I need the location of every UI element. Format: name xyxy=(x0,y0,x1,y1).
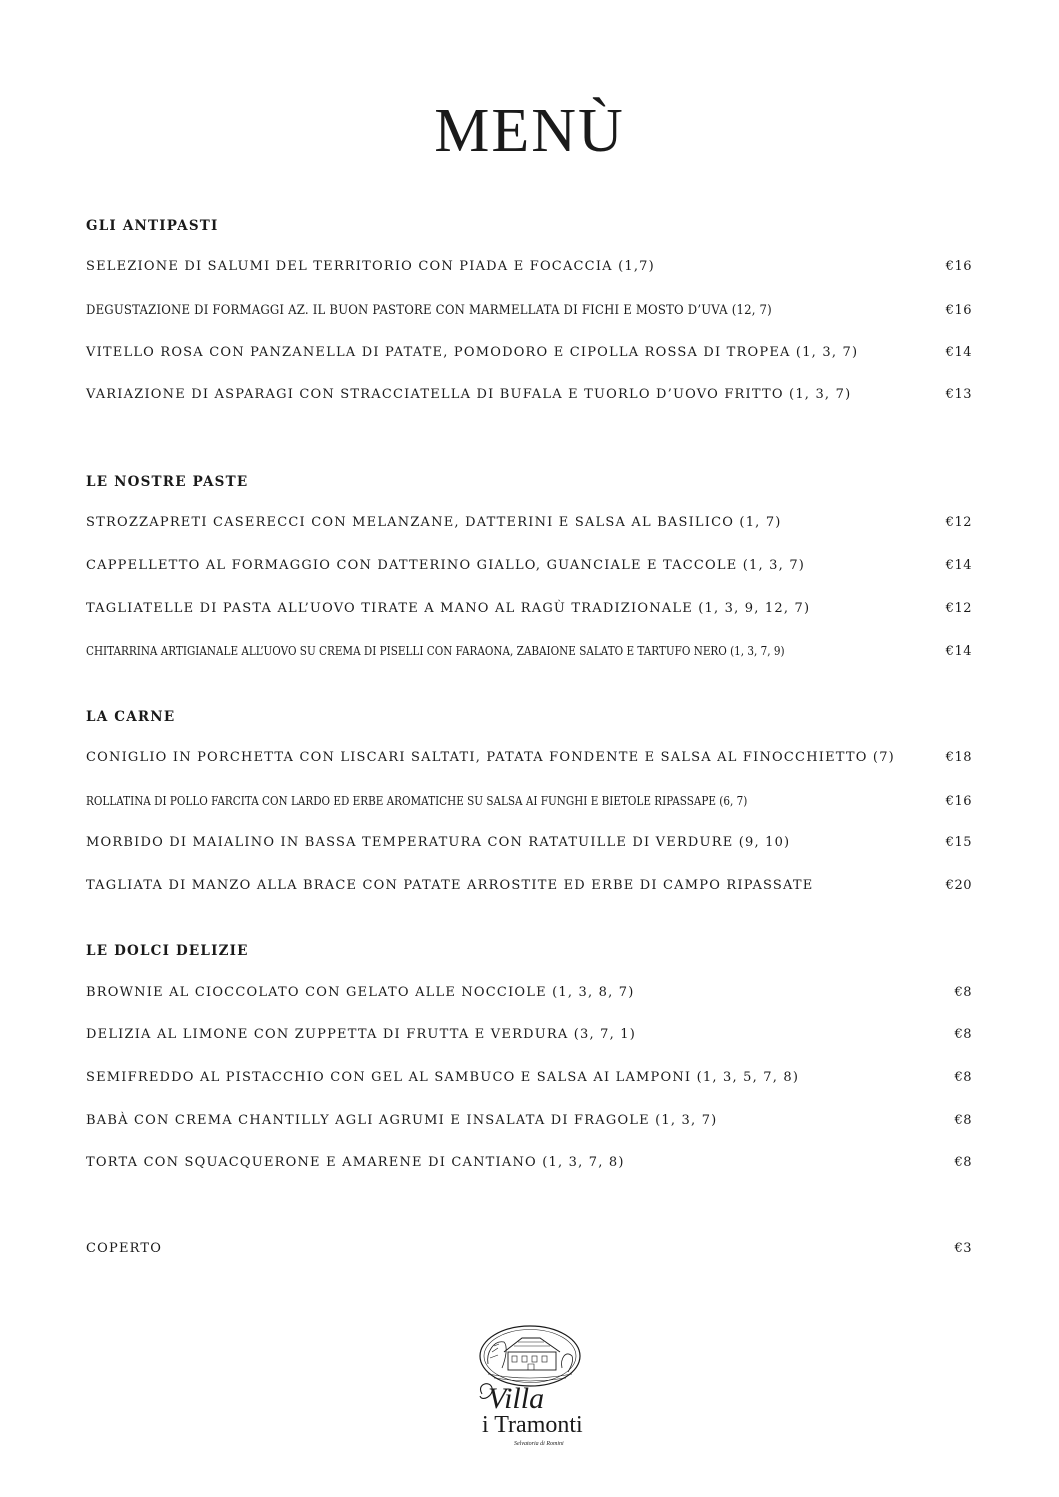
dish-price: €20 xyxy=(945,878,972,893)
menu-item xyxy=(86,1155,972,1175)
dish-name: DEGUSTAZIONE DI FORMAGGI AZ. IL BUON PASTORE CON MARMELLATA DI FICHI E MOSTO D’UVA (12, 7) xyxy=(86,302,772,317)
menu-item xyxy=(86,259,972,279)
dish-price: €8 xyxy=(954,1027,972,1042)
menu-item xyxy=(86,601,972,621)
menu-item xyxy=(86,985,972,1005)
dish-name: TAGLIATELLE DI PASTA ALL’UOVO TIRATE A MANO AL RAGÙ TRADIZIONALE (1, 3, 9, 12, 7) xyxy=(86,601,811,616)
coperto-price: €3 xyxy=(954,1241,972,1256)
logo-tagline-text: Selvatoria di Romini xyxy=(514,1441,564,1447)
menu-item xyxy=(86,1113,972,1133)
menu-item xyxy=(86,1070,972,1090)
menu-item xyxy=(86,835,972,855)
dish-price: €12 xyxy=(945,515,972,530)
logo-emblem xyxy=(480,1326,580,1386)
dish-name: CHITARRINA ARTIGIANALE ALL’UOVO SU CREMA DI PISELLI CON FARAONA, ZABAIONE SALATO E TARTUFO NERO (1, 3, 7, 9) xyxy=(86,643,785,658)
menu-item xyxy=(86,793,972,813)
villa-i-tramonti-logo xyxy=(474,1322,586,1452)
dish-name: BROWNIE AL CIOCCOLATO CON GELATO ALLE NOCCIOLE (1, 3, 8, 7) xyxy=(86,985,635,1000)
menu-item xyxy=(86,750,972,770)
logo-tramonti-text: i Tramonti xyxy=(482,1412,583,1438)
section-heading-dolci: LE DOLCI DELIZIE xyxy=(86,943,249,959)
dish-name: SEMIFREDDO AL PISTACCHIO CON GEL AL SAMBUCO E SALSA AI LAMPONI (1, 3, 5, 7, 8) xyxy=(86,1070,800,1085)
menu-item xyxy=(86,878,972,898)
dish-name: CAPPELLETTO AL FORMAGGIO CON DATTERINO GIALLO, GUANCIALE E TACCOLE (1, 3, 7) xyxy=(86,558,806,573)
dish-name: TAGLIATA DI MANZO ALLA BRACE CON PATATE ARROSTITE ED ERBE DI CAMPO RIPASSATE xyxy=(86,878,814,893)
dish-name: BABÀ CON CREMA CHANTILLY AGLI AGRUMI E INSALATA DI FRAGOLE (1, 3, 7) xyxy=(86,1113,718,1128)
menu-item xyxy=(86,515,972,535)
logo-villa-text: Villa xyxy=(488,1382,545,1415)
menu-item xyxy=(86,1027,972,1047)
dish-price: €13 xyxy=(945,387,972,402)
dish-price: €8 xyxy=(954,985,972,1000)
menu-item xyxy=(86,302,972,322)
menu-item xyxy=(86,558,972,578)
page-title: MENÙ xyxy=(434,97,625,165)
dish-price: €8 xyxy=(954,1113,972,1128)
dish-name: MORBIDO DI MAIALINO IN BASSA TEMPERATURA CON RATATUILLE DI VERDURE (9, 10) xyxy=(86,835,791,850)
dish-name: SELEZIONE DI SALUMI DEL TERRITORIO CON PIADA E FOCACCIA (1,7) xyxy=(86,259,655,274)
section-heading-antipasti: GLI ANTIPASTI xyxy=(86,218,219,234)
dish-price: €16 xyxy=(945,303,972,318)
dish-price: €14 xyxy=(945,345,972,360)
menu-item xyxy=(86,643,972,663)
dish-price: €12 xyxy=(945,601,972,616)
dish-price: €15 xyxy=(945,835,972,850)
dish-name: TORTA CON SQUACQUERONE E AMARENE DI CANTIANO (1, 3, 7, 8) xyxy=(86,1155,625,1170)
coperto-row xyxy=(86,1241,972,1261)
dish-name: ROLLATINA DI POLLO FARCITA CON LARDO ED ERBE AROMATICHE SU SALSA AI FUNGHI E BIETOLE RIPASSAPE (6, 7) xyxy=(86,793,748,808)
dish-price: €14 xyxy=(945,644,972,659)
dish-price: €14 xyxy=(945,558,972,573)
dish-price: €18 xyxy=(945,750,972,765)
section-heading-carne: LA CARNE xyxy=(86,709,176,725)
dish-price: €8 xyxy=(954,1070,972,1085)
dish-price: €16 xyxy=(945,259,972,274)
section-heading-paste: LE NOSTRE PASTE xyxy=(86,474,249,490)
dish-name: CONIGLIO IN PORCHETTA CON LISCARI SALTATI, PATATA FONDENTE E SALSA AL FINOCCHIETTO (7) xyxy=(86,750,895,765)
dish-price: €8 xyxy=(954,1155,972,1170)
dish-name: DELIZIA AL LIMONE CON ZUPPETTA DI FRUTTA E VERDURA (3, 7, 1) xyxy=(86,1027,637,1042)
dish-name: VARIAZIONE DI ASPARAGI CON STRACCIATELLA DI BUFALA E TUORLO D’UOVO FRITTO (1, 3, 7) xyxy=(86,387,852,402)
dish-name: VITELLO ROSA CON PANZANELLA DI PATATE, POMODORO E CIPOLLA ROSSA DI TROPEA (1, 3, 7) xyxy=(86,345,859,360)
dish-name: STROZZAPRETI CASERECCI CON MELANZANE, DATTERINI E SALSA AL BASILICO (1, 7) xyxy=(86,515,782,530)
dish-price: €16 xyxy=(945,794,972,809)
menu-item xyxy=(86,387,972,407)
coperto-label: COPERTO xyxy=(86,1241,163,1256)
menu-item xyxy=(86,345,972,365)
